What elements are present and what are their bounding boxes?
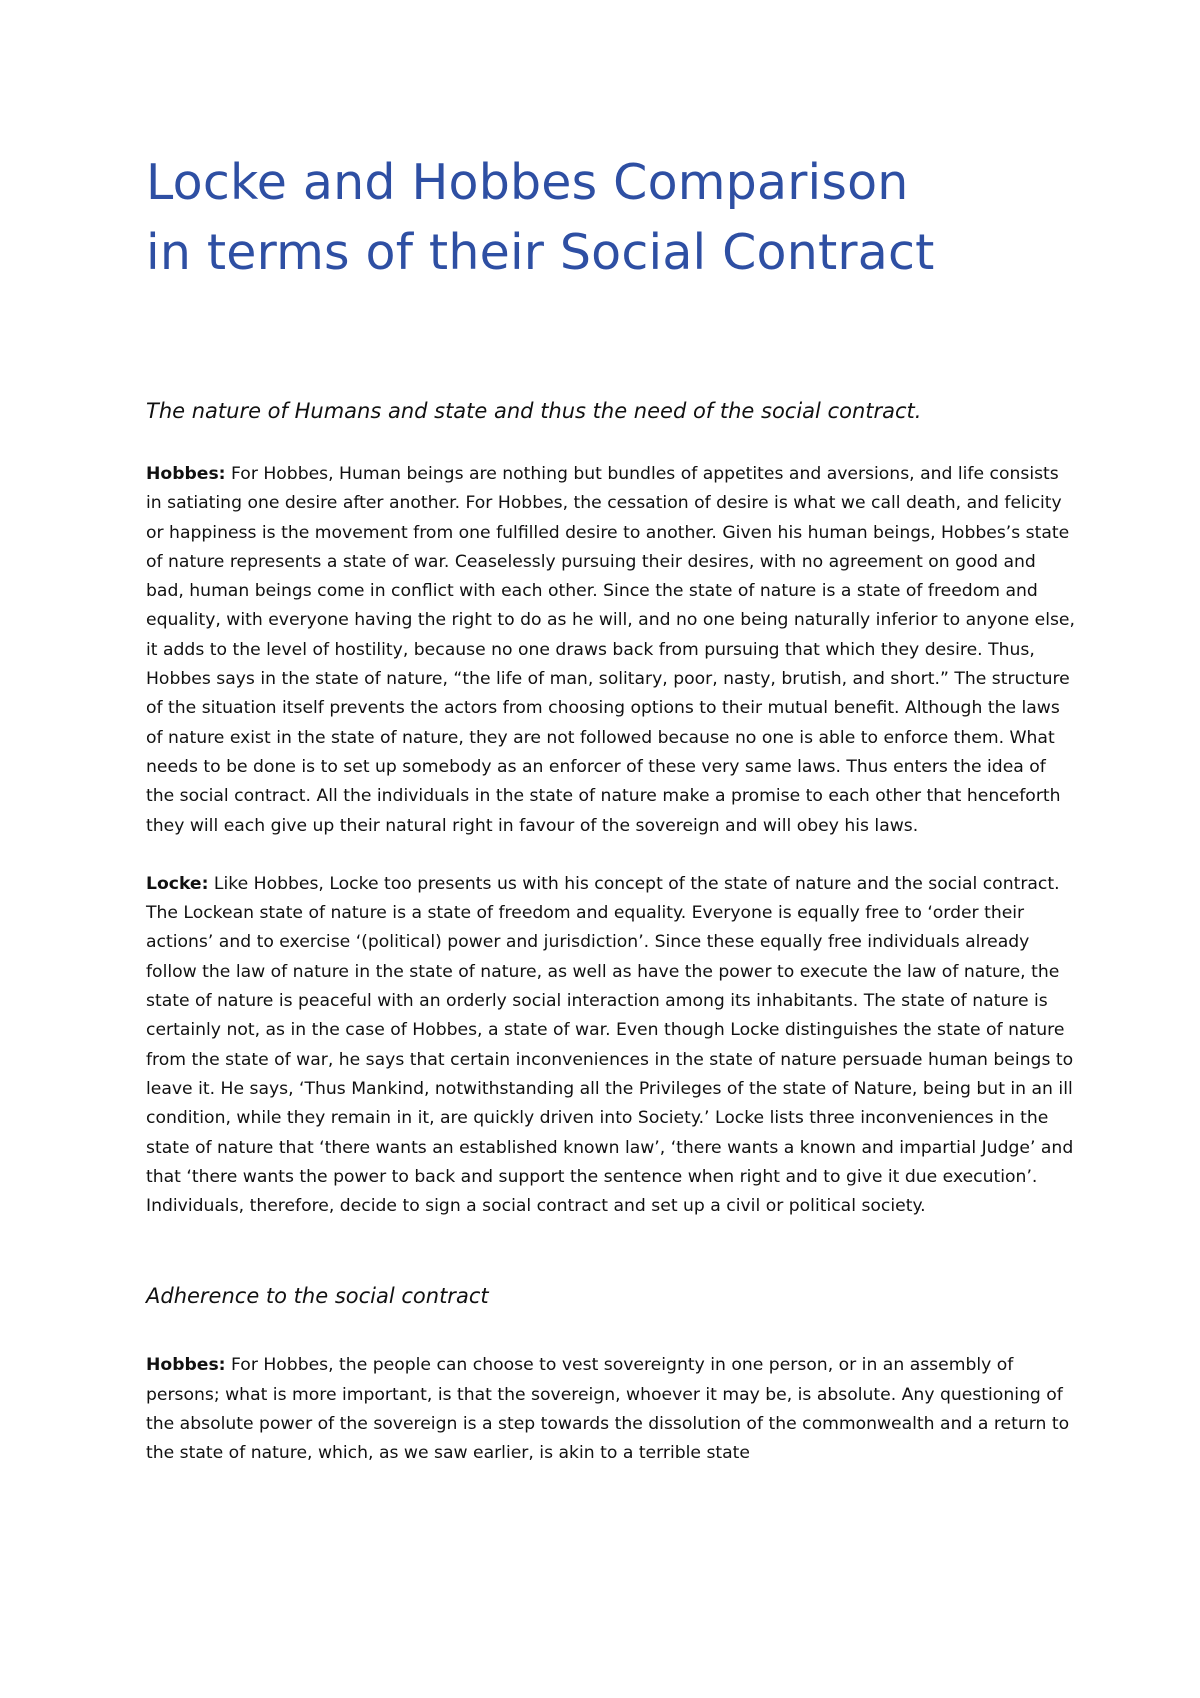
document-title: [146, 148, 1076, 288]
paragraph-label: Hobbes:: [146, 464, 226, 484]
paragraph-locke-nature: [146, 870, 1076, 1222]
paragraph-hobbes-nature: [146, 460, 1076, 841]
paragraph-text: For Hobbes, Human beings are nothing but bundles of appetites and aversions, and life consists in satiating one desire after another. For Hobbes, the cessation of desire is what we call death, and felicity or happiness is the movement from one fulfilled desire to another. Given his human beings, Hobbes’s state of nature represents a state of war. Ceaselessly pursuing their desires, with no agreement on good and bad, human beings come in conflict with each other. Since the state of nature is a state of freedom and equality, with everyone having the right to do as he will, and no one being naturally inferior to anyone else, it adds to the level of hostility, because no one draws back from pursuing that which they desire. Thus, Hobbes says in the state of nature, “the life of man, solitary, poor, nasty, brutish, and short.” The structure of the situation itself prevents the actors from choosing options to their mutual benefit. Although the laws of nature exist in the state of nature, they are not followed because no one is able to enforce them. What needs to be done is to set up somebody as an enforcer of these very same laws. Thus enters the idea of the social contract. All the individuals in the state of nature make a promise to each other that henceforth they will each give up their natural right in favour of the sovereign and will obey his laws.: [146, 464, 1075, 836]
section-heading-nature: The nature of Humans and state and thus the need of the social contract.: [146, 399, 922, 423]
paragraph-label: Hobbes:: [146, 1355, 226, 1376]
document-body: [146, 148, 1076, 1469]
paragraph-label: Locke:: [146, 873, 209, 894]
section-heading-adherence: Adherence to the social contract: [146, 1284, 489, 1309]
paragraph-hobbes-adherence: [146, 1351, 1076, 1468]
paragraph-text: For Hobbes, the people can choose to vest sovereignty in one person, or in an assembly of persons; what is more important, is that the sovereign, whoever it may be, is absolute. Any questioning of the absolute power of the sovereign is a step towards the dissolution of the commonwealth and a return to the state of nature, which, as we saw earlier, is akin to a terrible state: [146, 1355, 1070, 1464]
paragraph-text: Like Hobbes, Locke too presents us with his concept of the state of nature and the social contract. The Lockean state of nature is a state of freedom and equality. Everyone is equally free to ‘order their actions’ and to exercise ‘(political) power and jurisdiction’. Since these equally free individuals already follow the law of nature in the state of nature, as well as have the power to execute the law of nature, the state of nature is peaceful with an orderly social interaction among its inhabitants. The state of nature is certainly not, as in the case of Hobbes, a state of war. Even though Locke distinguishes the state of nature from the state of war, he says that certain inconveniences in the state of nature persuade human beings to leave it. He says, ‘Thus Mankind, notwithstanding all the Privileges of the state of Nature, being but in an ill condition, while they remain in it, are quickly driven into Society.’ Locke lists three inconveniences in the state of nature that ‘there wants an established known law’, ‘there wants a known and impartial Judge’ and that ‘there wants the power to back and support the sentence when right and to give it due execution’. Individuals, therefore, decide to sign a social contract and set up a civil or political society.: [146, 873, 1074, 1217]
title-line-2: in terms of their Social Contract: [146, 224, 935, 281]
title-line-1: Locke and Hobbes Comparison: [146, 154, 909, 211]
